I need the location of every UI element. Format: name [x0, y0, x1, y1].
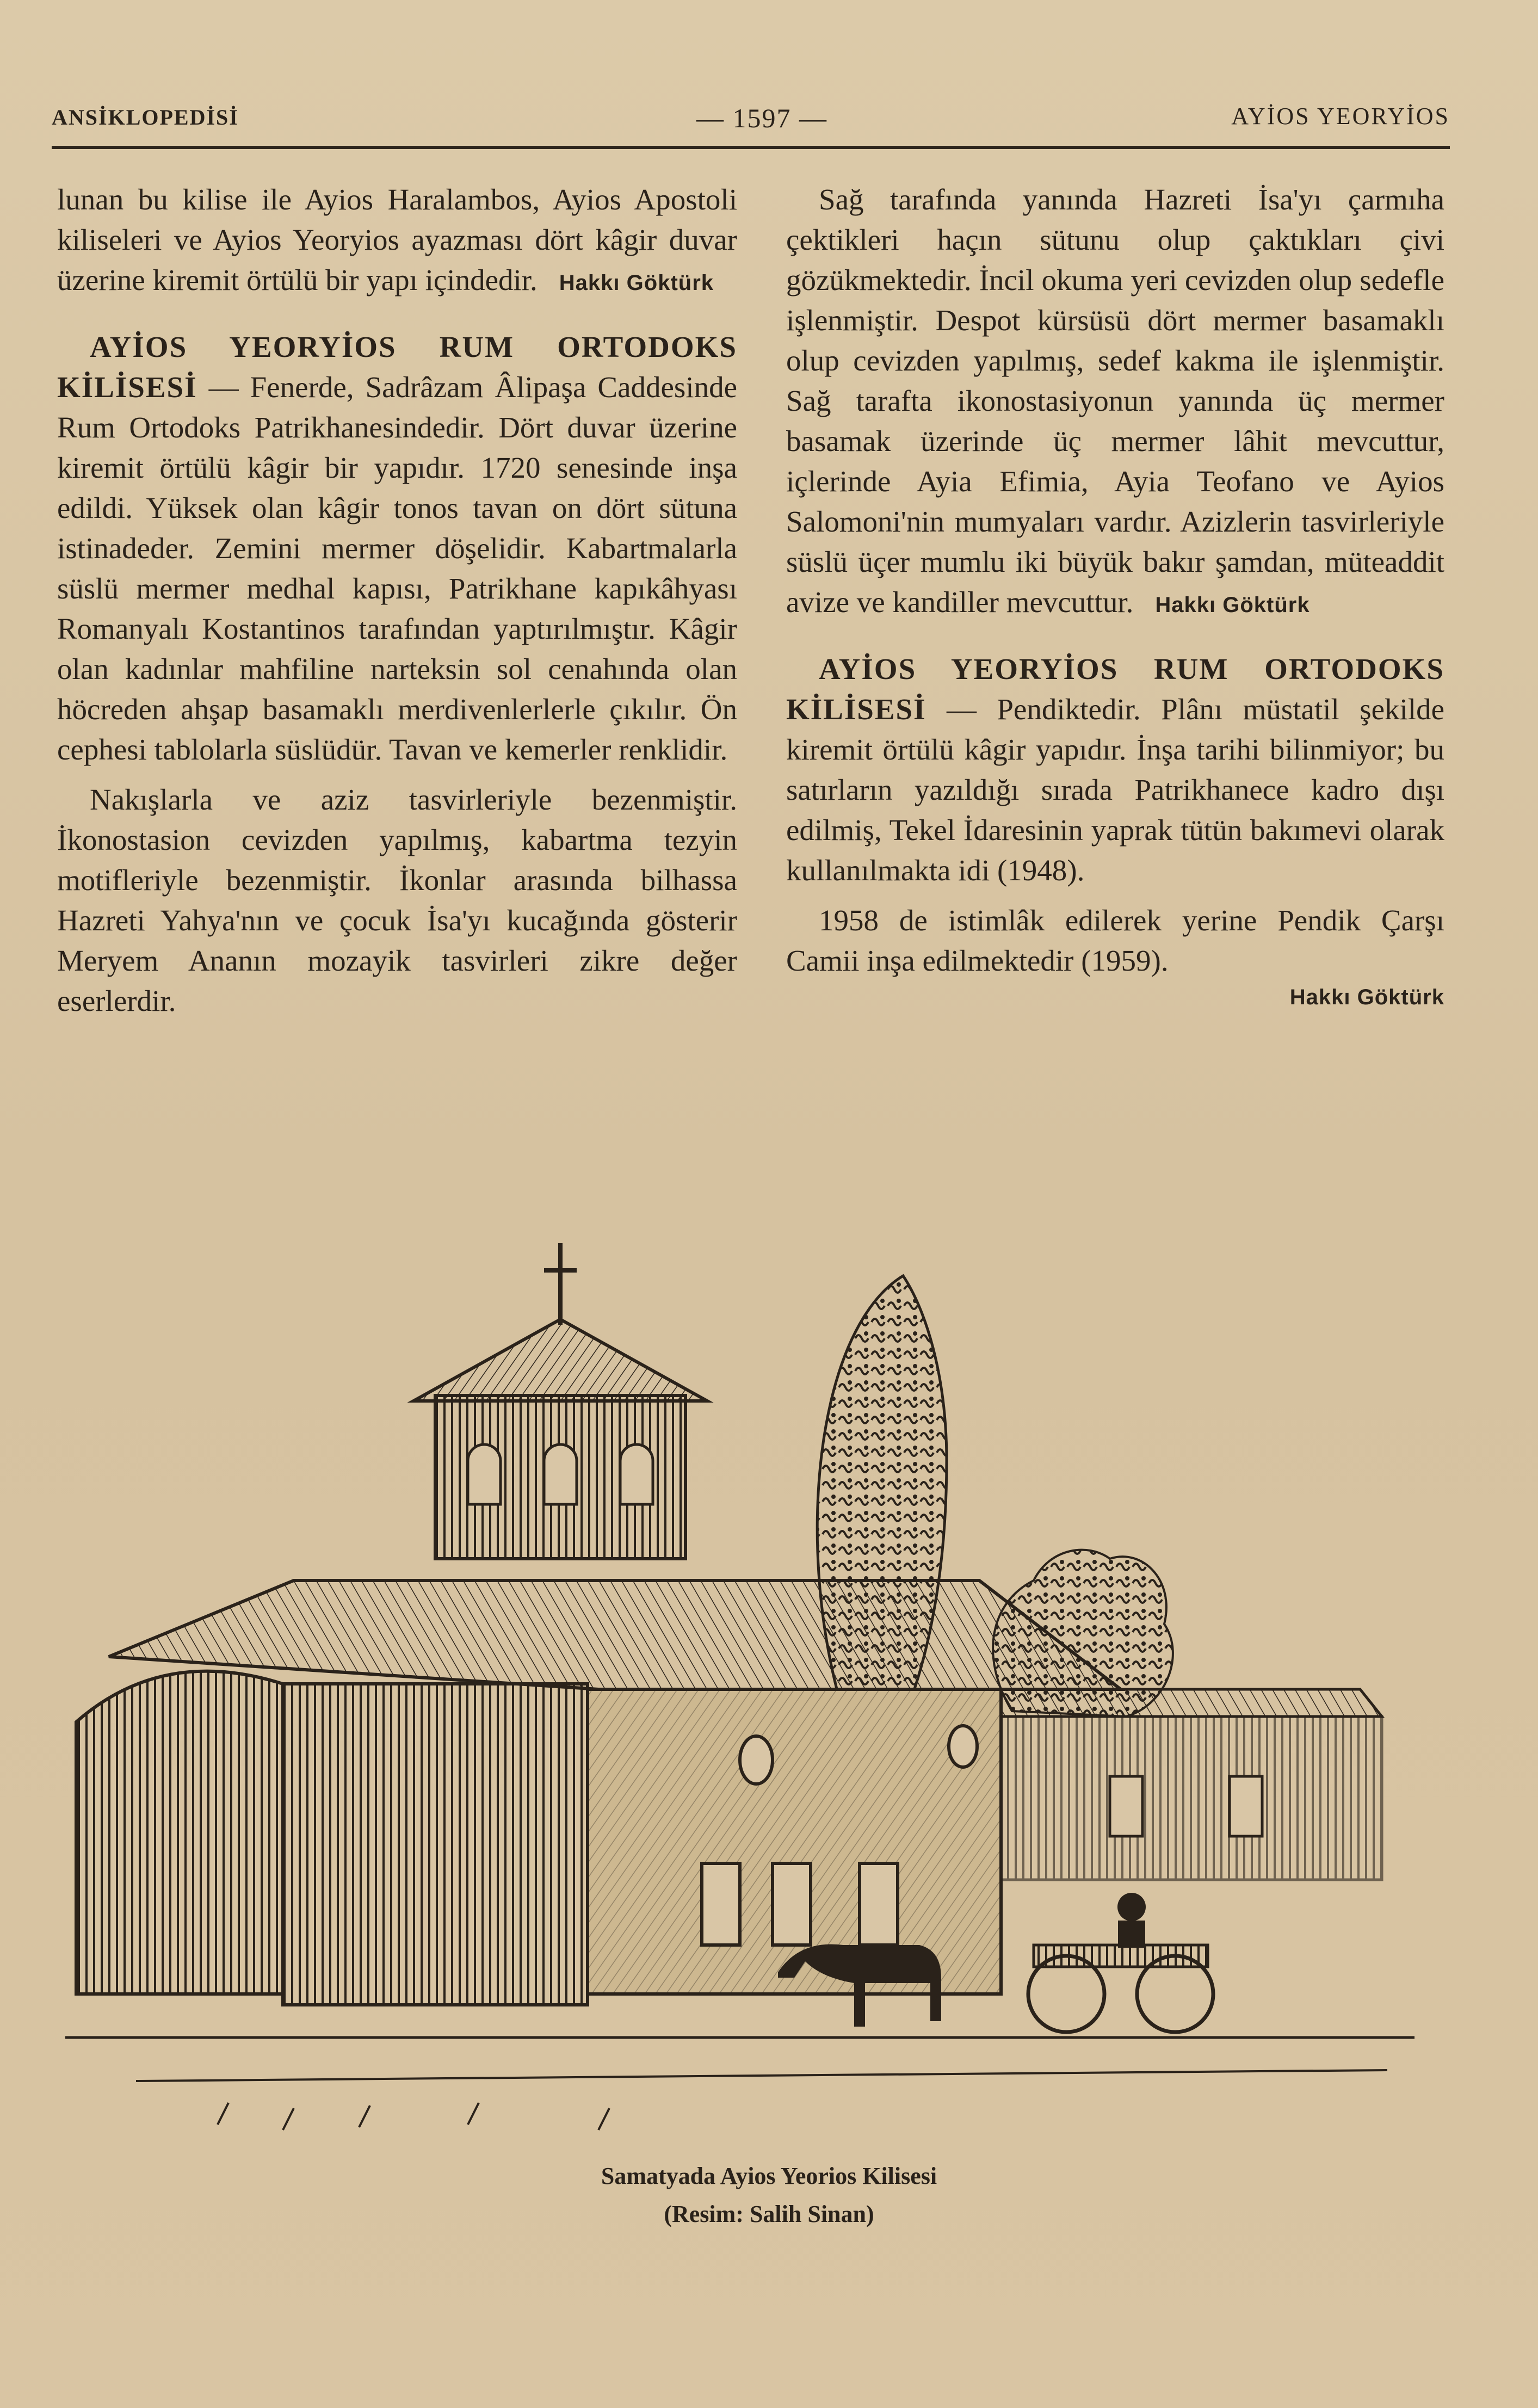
right-paragraph-3: 1958 de istimlâk edilerek yerine Pendik Çarşı Camii inşa edilmektedir (1959). — [786, 904, 1444, 977]
caption-credit: (Resim: Salih Sinan) — [664, 2201, 874, 2227]
church-apse — [76, 1671, 283, 1994]
header-left: ANSİKLOPEDİSİ — [52, 105, 239, 129]
entry-title: AYİOS YEORYİOS RUM ORTODOKS KİLİSESİ — [57, 330, 737, 404]
author-signature: Hakkı Göktürk — [1155, 593, 1310, 617]
caption-title: Samatyada Ayios Yeorios Kilisesi — [601, 2163, 937, 2189]
entry-title: AYİOS YEORYİOS RUM ORTODOKS KİLİSESİ — [786, 652, 1444, 726]
header-rule — [52, 146, 1450, 149]
right-paragraph-1: Sağ tarafında yanında Hazreti İsa'yı çarmıha çektikleri haçın sütunu olup çaktıkları çivi gözükmektedir. İncil okuma yeri cevizden olup sedefle işlenmiştir. Despot kürsüsü dört mermer basamaklı olup cevizden yapılmış, sedef kakma ile işlenmiştir. Sağ tarafta ikonostasiyonun yanında üç mermer basamak üzerinde üç mermer lâhit mevcuttur, içlerinde Ayia Efimia, Ayia Teofano ve Ayios Salomoni'nin mumyaları vardır. Azizlerin tasvirleriyle süslü üçer mumlu iki büyük bakır şamdan, müteaddit avize ve kandiller mevcuttur. Hakkı Göktürk — [786, 183, 1444, 619]
left-section-entry: AYİOS YEORYİOS RUM ORTODOKS KİLİSESİ — Fenerde, Sadrâzam Âlipaşa Caddesinde Rum Ortodoks Patrikhanesindedir. Dört duvar üzerine kiremit örtülü kâgir bir yapıdır. 1720 senesinde inşa edildi. Yüksek olan kâgir tonos tavan on dört sütuna istinadeder. Zemini mermer döşelidir. Kabartmalarla süslü mermer medhal kapısı, Patrikhane kapıkâhyası Romanyalı Kostantinos tarafından yaptırılmıştır. Kâgir olan kadınlar mahfiline narteksin sol cenahında olan höcreden ahşap basamaklı merdivenlerlerle çıkılır. Ön cephesi tablolarla süslüdür. Tavan ve kemerler renklidir. — [57, 330, 737, 766]
page-number: — 1597 — — [696, 103, 827, 133]
right-section-entry: AYİOS YEORYİOS RUM ORTODOKS KİLİSESİ — Pendiktedir. Plânı müstatil şekilde kiremit örtülü kâgir yapıdır. İnşa tarihi bilinmiyor; bu satırların yazıldığı sırada Patrikhanece kadro dışı edilmiş, Tekel İdaresinin yaprak tütün bakımevi olarak kullanılmakta idi (1948). — [786, 652, 1444, 887]
running-header — [52, 102, 1450, 140]
church-illustration — [54, 1167, 1415, 2146]
illustration-caption — [0, 2157, 1538, 2233]
header-right: AYİOS YEORYİOS — [1231, 103, 1450, 129]
author-signature: Hakkı Göktürk — [559, 271, 714, 295]
left-column — [57, 180, 737, 1021]
author-signature: Hakkı Göktürk — [1289, 985, 1444, 1009]
right-column — [786, 180, 1444, 1023]
left-paragraph-3: Nakışlarla ve aziz tasvirleriyle bezenmiştir. İkonostasion cevizden yapılmış, kabartma tezyin motifleriyle bezenmiştir. İkonlar arasında bilhassa Hazreti Yahya'nın ve çocuk İsa'yı kucağında gösterir Meryem Ananın mozayik tasvirleri zikre değer eserlerdir. — [57, 783, 737, 1017]
left-paragraph-1: lunan bu kilise ile Ayios Haralambos, Ayios Apostoli kiliseleri ve Ayios Yeoryios ayazması dört kâgir duvar üzerine kiremit örtülü bir yapı içindedir. Hakkı Göktürk — [57, 183, 737, 297]
